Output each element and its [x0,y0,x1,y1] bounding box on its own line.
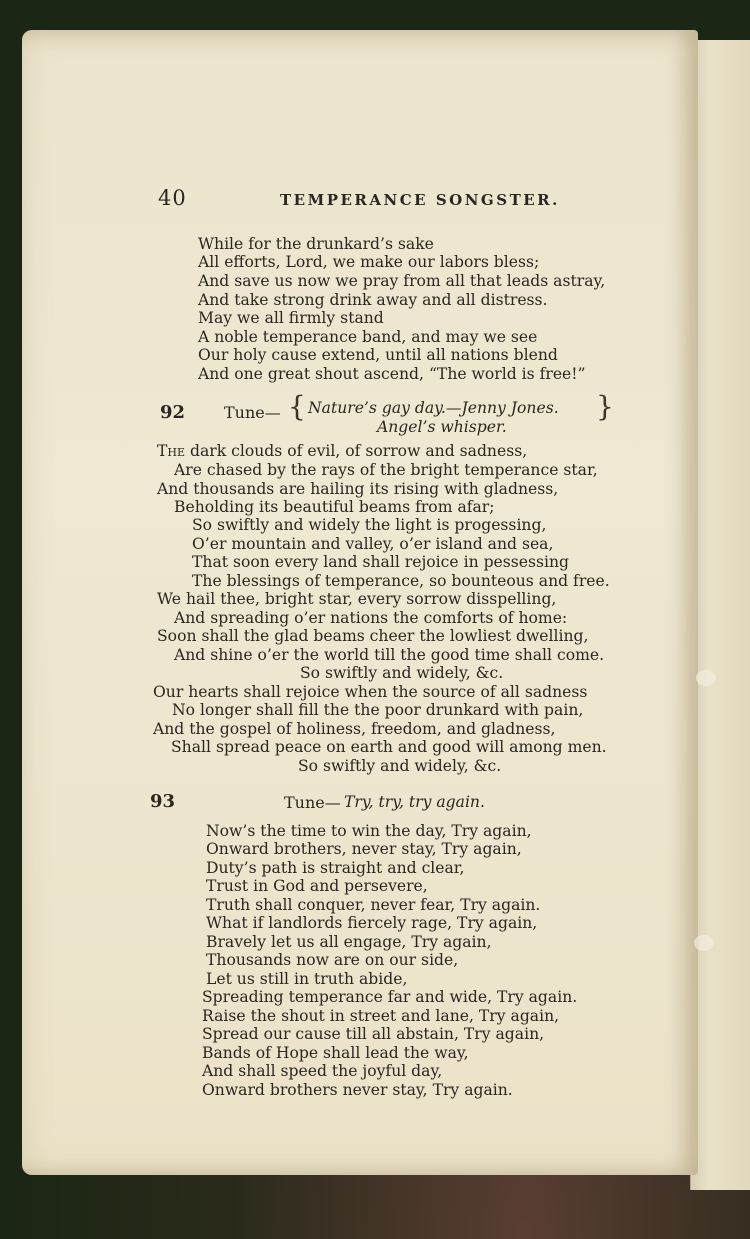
stanza-line: Now’s the time to win the day, Try again, [206,822,532,840]
tune-name: Angel’s whisper. [377,418,507,436]
stanza-line: The blessings of temperance, so bounteous and free. [192,572,610,590]
line-text: dark clouds of evil, of sorrow and sadness, [185,442,528,460]
stanza-line: So swiftly and widely the light is progessing, [192,516,547,534]
stanza-line: So swiftly and widely, &c. [300,664,504,682]
stanza-line: Trust in God and persevere, [206,877,428,895]
right-brace: } [596,390,614,423]
stanza-line: Spreading temperance far and wide, Try again. [202,988,578,1006]
drop-word: The [157,442,186,460]
stanza-line: What if landlords fiercely rage, Try again, [206,914,538,932]
stanza-line: Bands of Hope shall lead the way, [202,1044,469,1062]
stanza-line: A noble temperance band, and may we see [198,328,538,346]
stanza-line: Spread our cause till all abstain, Try again, [202,1025,545,1043]
stanza-line: Our holy cause extend, until all nations blend [198,346,558,364]
stanza-line: Truth shall conquer, never fear, Try again. [206,896,541,914]
facing-page-edge [690,40,750,1190]
page-number: 40 [158,186,187,210]
stanza-line: Are chased by the rays of the bright temperance star, [174,461,598,479]
stanza-line: And save us now we pray from all that leads astray, [198,272,606,290]
stanza-line: Shall spread peace on earth and good will among men. [171,738,607,756]
stanza-line: Our hearts shall rejoice when the source of all sadness [153,683,588,701]
hymn-number: 93 [150,791,176,812]
paper-crease [694,935,714,951]
hymn-number: 92 [160,402,186,423]
stanza-line: Onward brothers, never stay, Try again, [206,840,522,858]
tune-label: Tune— [284,793,341,812]
stanza-line: Soon shall the glad beams cheer the lowliest dwelling, [157,627,589,645]
stanza-line: While for the drunkard’s sake [198,235,434,253]
running-head [22,186,698,216]
stanza-line: And take strong drink away and all distress. [198,291,548,309]
stanza-line: Raise the shout in street and lane, Try again, [202,1007,560,1025]
stanza-line: No longer shall fill the the poor drunkard with pain, [172,701,584,719]
stanza-line: O’er mountain and valley, o’er island and sea, [192,535,554,553]
stanza-line: We hail thee, bright star, every sorrow disspelling, [157,590,557,608]
stanza-line: So swiftly and widely, &c. [298,757,502,775]
stanza-line: Bravely let us all engage, Try again, [206,933,492,951]
stanza-line: And thousands are hailing its rising with gladness, [157,480,559,498]
book-page [22,30,698,1175]
stanza-line: Onward brothers never stay, Try again. [202,1081,513,1099]
stanza-line: That soon every land shall rejoice in pessessing [192,553,570,571]
stanza-line: And spreading o’er nations the comforts of home: [174,609,568,627]
tune-name: Nature’s gay day.—Jenny Jones. [308,399,559,417]
tune-name: Try, try, try again. [344,793,485,811]
stanza-line: Duty’s path is straight and clear, [206,859,465,877]
tune-label: Tune— [224,403,281,422]
stanza-line: Thousands now are on our side, [206,951,459,969]
stanza-line: And one great shout ascend, “The world is free!” [198,365,586,383]
stanza-line: And shall speed the joyful day, [202,1062,443,1080]
stanza-line [157,442,527,460]
book-title: TEMPERANCE SONGSTER. [280,191,560,209]
stanza-line: Beholding its beautiful beams from afar; [174,498,495,516]
stanza-line: All efforts, Lord, we make our labors bless; [198,253,540,271]
stanza-line: Let us still in truth abide, [206,970,408,988]
stanza-line: May we all firmly stand [198,309,384,327]
stanza-line: And the gospel of holiness, freedom, and gladness, [153,720,556,738]
left-brace: { [288,390,306,423]
stanza-line: And shine o’er the world till the good time shall come. [174,646,605,664]
paper-crease [696,670,716,686]
